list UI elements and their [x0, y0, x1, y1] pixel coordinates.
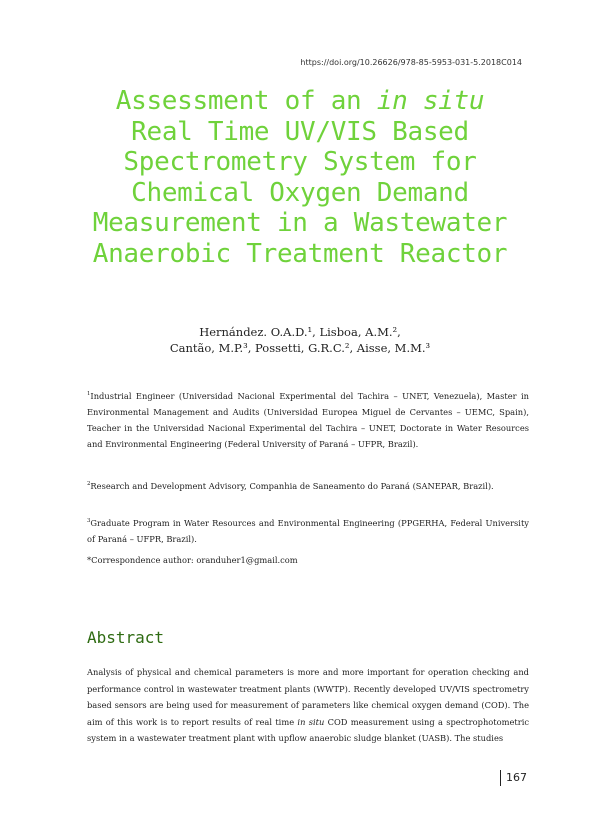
affiliation-1: $^1$Industrial Engineer (Universidad Nacional Experimental del Tachira – UNET, Venezuela), Master in Environmental Management and Audits (Universidad Europea Miguel de Cervantes – UEMC, Spain), Teacher in the Universidad Nacional Experimental del Tachira – UNET, Doctorate in Water Resources and Environmental Engineering (Federal University of Paraná – UFPR, Brazil).	[87, 390, 529, 450]
title-line-2: Real Time UV/VIS Based	[131, 116, 469, 147]
affiliation-3: $^3$Graduate Program in Water Resources and Environmental Engineering (PPGERHA, Federal University of Paraná – UFPR, Brazil).	[87, 517, 529, 544]
doi-link[interactable]: https://doi.org/10.26626/978-85-5953-031-5.2018C014	[300, 58, 522, 67]
title-line-6: Anaerobic Treatment Reactor	[92, 238, 508, 269]
title-line-4: Chemical Oxygen Demand	[131, 177, 469, 208]
affiliation-2: $^2$Research and Development Advisory, Companhia de Saneamento do Paraná (SANEPAR, Brazil).	[87, 480, 494, 491]
paper-title	[60, 86, 540, 269]
correspondence-author: *Correspondence author: oranduher1@gmail.com	[87, 555, 298, 565]
title-line-1: Assessment of an in situ	[115, 86, 485, 116]
page-number: 167	[500, 770, 527, 786]
title-line-3: Spectrometry System for	[123, 147, 477, 177]
author-list	[100, 324, 500, 356]
authors-line-2: Cantão, M.P.³, Possetti, G.R.C.², Aisse, M.M.³	[169, 341, 431, 355]
title-line-5: Measurement in a Wastewater	[92, 208, 508, 238]
abstract-heading: Abstract	[87, 628, 165, 647]
abstract-body: Analysis of physical and chemical parameters is more and more important for operation checking and performance control in wastewater treatment plants (WWTP). Recently developed UV/VIS spectrometry based sensors are being used for measurement of parameters like chemical oxygen demand (COD). The aim of this work is to report results of real time in situ COD measurement using a spectrophotometric system in a wastewater treatment plant with upflow anaerobic sludge blanket (UASB). The studies	[87, 667, 529, 743]
authors-line-1: Hernández. O.A.D.¹, Lisboa, A.M.²,	[199, 325, 401, 339]
